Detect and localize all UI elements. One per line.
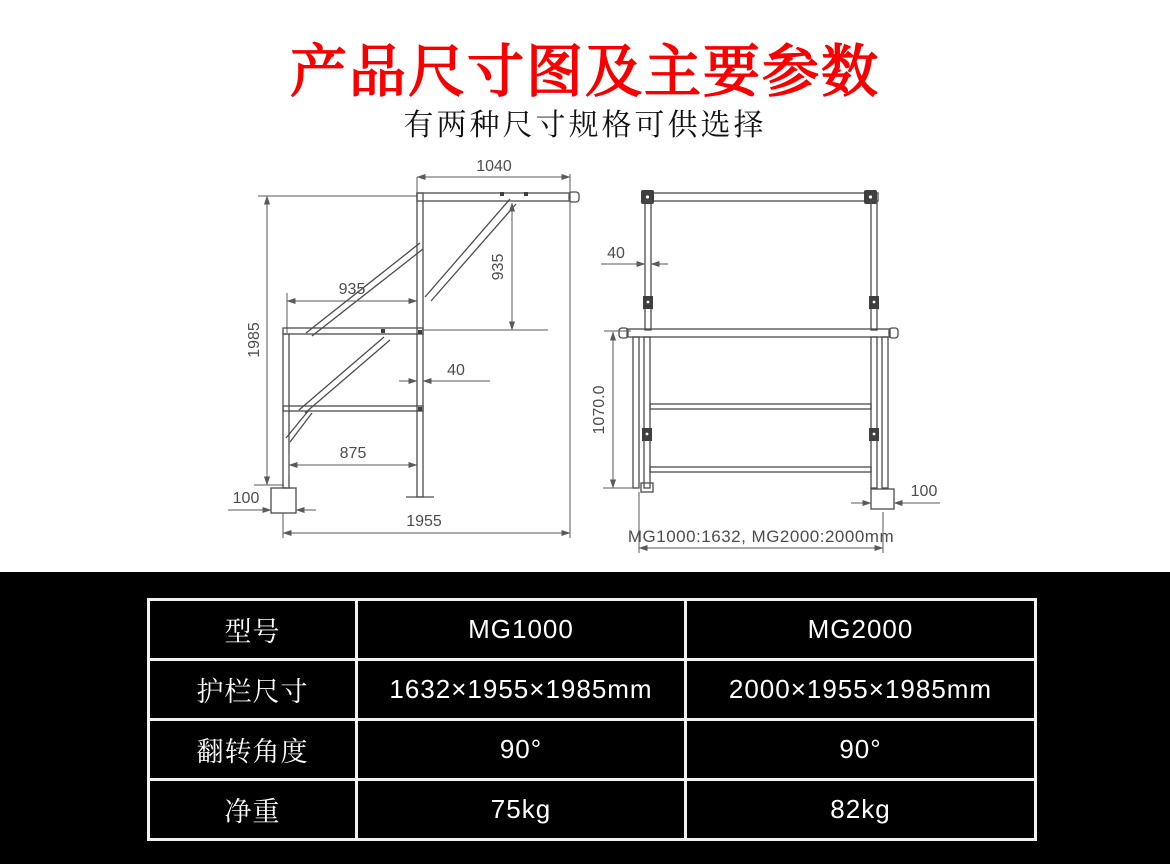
dim-rail-height-label: 935 (490, 253, 507, 281)
table-row-size (149, 660, 1036, 720)
weight-mg1000-cell: 75kg (357, 780, 686, 840)
table-row-flip-angle (149, 720, 1036, 780)
dim-base-length-label: 1955 (406, 513, 442, 530)
table-row-weight (149, 780, 1036, 840)
dimension-drawings (0, 148, 1170, 572)
dim-width-note-label: MG1000:1632, MG2000:2000mm (627, 527, 895, 546)
model-mg2000-cell: MG2000 (686, 600, 1036, 660)
size-label-cell: 护栏尺寸 (149, 660, 357, 720)
page-subtitle: 有两种尺寸规格可供选择 (403, 109, 767, 142)
size-mg2000-cell: 2000×1955×1985mm (686, 660, 1036, 720)
table-row-model (149, 600, 1036, 660)
technical-drawing-svg (0, 148, 1170, 572)
dim-top-width-label: 1040 (476, 158, 512, 175)
dim-tube-side-label: 40 (447, 362, 465, 379)
dim-total-height-label: 1985 (246, 322, 263, 358)
model-mg1000-cell: MG1000 (357, 600, 686, 660)
angle-label-cell: 翻转角度 (149, 720, 357, 780)
weight-label-cell: 净重 (149, 780, 357, 840)
dim-step-width-label: 875 (339, 445, 367, 462)
model-label-cell: 型号 (149, 600, 357, 660)
weight-mg2000-cell: 82kg (686, 780, 1036, 840)
dim-tube-front-label: 40 (607, 245, 625, 262)
spec-table (147, 598, 1037, 841)
size-mg1000-cell: 1632×1955×1985mm (357, 660, 686, 720)
angle-mg1000-cell: 90° (357, 720, 686, 780)
spec-footer (0, 572, 1170, 864)
front-view-drawing (591, 190, 940, 553)
dim-step-span-label: 935 (338, 281, 366, 298)
dim-guard-height-label: 1070.0 (591, 385, 608, 435)
dim-foot-front-label: 100 (910, 483, 938, 500)
page-title: 产品尺寸图及主要参数 (290, 40, 880, 104)
angle-mg2000-cell: 90° (686, 720, 1036, 780)
side-view-drawing (228, 158, 579, 538)
dim-foot-side-label: 100 (232, 490, 260, 507)
